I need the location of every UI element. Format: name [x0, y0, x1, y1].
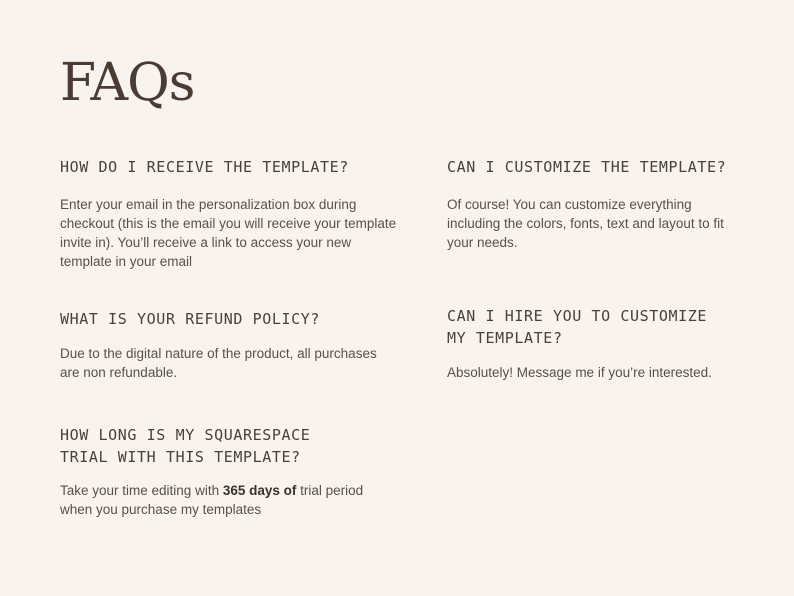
- faq-answer: Absolutely! Message me if you’re interested.: [447, 365, 712, 380]
- faq-item-receive-template: [60, 156, 405, 271]
- faq-answer: Due to the digital nature of the product, all purchases are non refundable.: [60, 346, 377, 380]
- faq-answer-highlight: 365 days of: [222, 483, 297, 498]
- faq-item-refund-policy: [60, 308, 380, 382]
- faq-answer: Enter your email in the personalization box during checkout (this is the email you will receive your template invite in). You’ll receive a link to access your new template in your email: [60, 197, 397, 269]
- faq-answer: [60, 481, 380, 519]
- faq-question: WHAT IS YOUR REFUND POLICY?: [60, 310, 321, 328]
- faq-question: HOW LONG IS MY SQUARESPACE TRIAL WITH THIS TEMPLATE?: [60, 426, 311, 466]
- faq-item-squarespace-trial: [60, 424, 380, 519]
- page-title: FAQs: [60, 53, 195, 113]
- faq-question: HOW DO I RECEIVE THE TEMPLATE?: [60, 158, 349, 176]
- faq-answer: Of course! You can customize everything including the colors, fonts, text and layout to fit your needs.: [447, 197, 724, 250]
- faq-answer-text: trial period when you purchase my templates: [60, 483, 364, 517]
- faq-item-hire-customization: [447, 305, 747, 382]
- faq-question: CAN I HIRE YOU TO CUSTOMIZE MY TEMPLATE?: [447, 307, 708, 347]
- faq-question: CAN I CUSTOMIZE THE TEMPLATE?: [447, 158, 727, 176]
- faq-answer-text: Take your time editing with: [60, 483, 223, 498]
- faq-item-customize-template: [447, 156, 747, 252]
